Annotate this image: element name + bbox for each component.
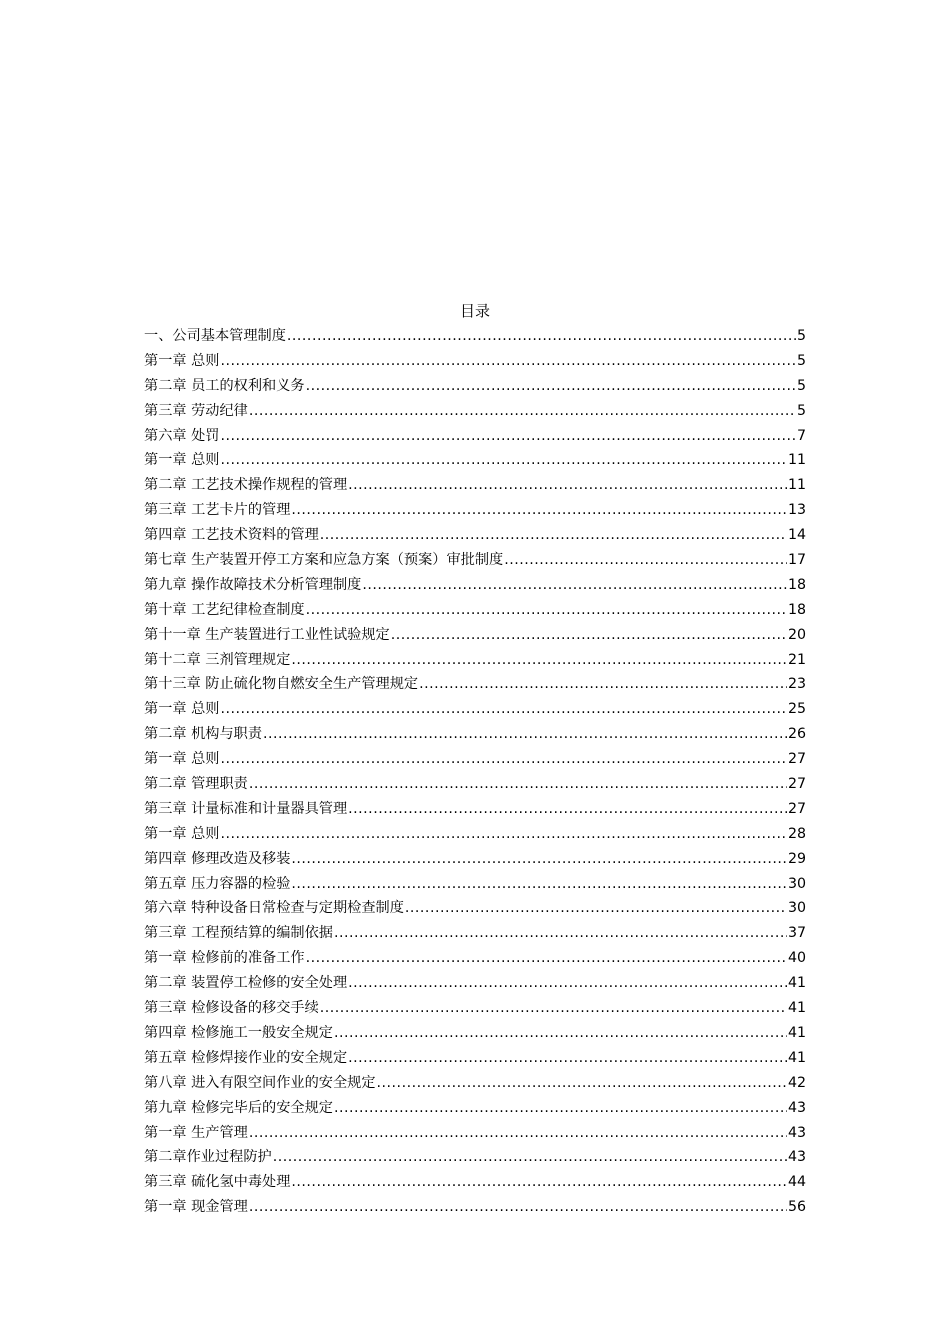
toc-entry-page-number: 23 bbox=[787, 676, 806, 693]
toc-dot-leader bbox=[220, 822, 786, 847]
toc-entry-title: 第九章 检修完毕后的安全规定 bbox=[144, 1099, 333, 1116]
toc-entry-page-number: 27 bbox=[787, 776, 806, 793]
toc-entry-title: 第六章 处罚 bbox=[144, 427, 220, 444]
toc-entry-page-number: 37 bbox=[787, 925, 806, 942]
toc-entry-title: 第十三章 防止硫化物自燃安全生产管理规定 bbox=[144, 676, 419, 693]
toc-dot-leader bbox=[362, 573, 787, 598]
toc-entry-page-number: 29 bbox=[787, 850, 806, 867]
toc-entry[interactable] bbox=[144, 623, 806, 648]
toc-entry-title: 第八章 进入有限空间作业的安全规定 bbox=[144, 1074, 376, 1091]
toc-entry-title: 第九章 操作故障技术分析管理制度 bbox=[144, 576, 362, 593]
toc-entry-page-number: 40 bbox=[787, 950, 806, 967]
toc-entry[interactable] bbox=[144, 1145, 806, 1170]
toc-dot-leader bbox=[306, 946, 787, 971]
toc-dot-leader bbox=[391, 623, 787, 648]
toc-entry-title: 第十二章 三剂管理规定 bbox=[144, 651, 291, 668]
toc-entry-page-number: 7 bbox=[796, 427, 806, 444]
toc-entry-title: 第四章 工艺技术资料的管理 bbox=[144, 527, 319, 544]
toc-entry-title: 第二章 装置停工检修的安全处理 bbox=[144, 975, 348, 992]
toc-dot-leader bbox=[306, 374, 796, 399]
toc-entry-title: 第二章 工艺技术操作规程的管理 bbox=[144, 477, 348, 494]
toc-entry-page-number: 14 bbox=[787, 527, 806, 544]
toc-entry-title: 第二章 员工的权利和义务 bbox=[144, 377, 305, 394]
toc-entry[interactable] bbox=[144, 921, 806, 946]
toc-entry-page-number: 42 bbox=[787, 1074, 806, 1091]
toc-entry[interactable] bbox=[144, 822, 806, 847]
toc-entry[interactable] bbox=[144, 971, 806, 996]
toc-entry[interactable] bbox=[144, 1046, 806, 1071]
toc-entry[interactable] bbox=[144, 573, 806, 598]
toc-entry-page-number: 5 bbox=[796, 328, 806, 344]
toc-entry-title: 第三章 工艺卡片的管理 bbox=[144, 502, 291, 519]
toc-dot-leader bbox=[334, 1096, 787, 1121]
toc-entry-page-number: 18 bbox=[787, 601, 806, 618]
toc-entry[interactable] bbox=[144, 349, 806, 374]
toc-dot-leader bbox=[320, 523, 787, 548]
toc-dot-leader bbox=[249, 399, 796, 424]
toc-entry[interactable] bbox=[144, 498, 806, 523]
toc-entry[interactable] bbox=[144, 324, 806, 349]
toc-entry-page-number: 27 bbox=[787, 751, 806, 768]
toc-dot-leader bbox=[348, 473, 787, 498]
toc-dot-leader bbox=[220, 448, 786, 473]
toc-entry-page-number: 44 bbox=[787, 1174, 806, 1191]
toc-entry[interactable] bbox=[144, 374, 806, 399]
toc-dot-leader bbox=[220, 697, 786, 722]
toc-dot-leader bbox=[287, 324, 796, 349]
toc-dot-leader bbox=[291, 648, 787, 673]
toc-entry-page-number: 5 bbox=[796, 402, 806, 419]
toc-entry-title: 第一章 现金管理 bbox=[144, 1199, 248, 1216]
toc-dot-leader bbox=[291, 872, 787, 897]
toc-dot-leader bbox=[249, 772, 787, 797]
toc-entry-title: 第三章 劳动纪律 bbox=[144, 402, 248, 419]
toc-entry-page-number: 18 bbox=[787, 576, 806, 593]
toc-entry[interactable] bbox=[144, 1021, 806, 1046]
toc-entry[interactable] bbox=[144, 424, 806, 449]
toc-entry-page-number: 11 bbox=[787, 452, 806, 469]
toc-entry-page-number: 43 bbox=[787, 1124, 806, 1141]
toc-dot-leader bbox=[273, 1145, 787, 1170]
toc-dot-leader bbox=[249, 1195, 787, 1220]
toc-entry-page-number: 27 bbox=[787, 800, 806, 817]
toc-entry-page-number: 11 bbox=[787, 477, 806, 494]
toc-entry-page-number: 5 bbox=[796, 377, 806, 394]
toc-title: 目录 bbox=[459, 302, 490, 320]
toc-entry-page-number: 21 bbox=[787, 651, 806, 668]
toc-dot-leader bbox=[263, 722, 787, 747]
toc-dot-leader bbox=[291, 498, 787, 523]
toc-entry-title: 第十章 工艺纪律检查制度 bbox=[144, 601, 305, 618]
toc-entry-page-number: 41 bbox=[787, 1000, 806, 1017]
toc-entry[interactable] bbox=[144, 1121, 806, 1146]
toc-entry[interactable] bbox=[144, 1096, 806, 1121]
toc-entry-page-number: 17 bbox=[787, 552, 806, 569]
toc-entry-page-number: 56 bbox=[787, 1199, 806, 1216]
toc-entry-title: 第三章 工程预结算的编制依据 bbox=[144, 925, 333, 942]
toc-entry-title: 第四章 修理改造及移装 bbox=[144, 850, 291, 867]
toc-entry-title: 第三章 硫化氢中毒处理 bbox=[144, 1174, 291, 1191]
toc-entry[interactable] bbox=[144, 996, 806, 1021]
toc-entry-page-number: 41 bbox=[787, 1024, 806, 1041]
toc-entry-page-number: 20 bbox=[787, 626, 806, 643]
toc-entry-title: 第五章 压力容器的检验 bbox=[144, 875, 291, 892]
toc-entry[interactable] bbox=[144, 722, 806, 747]
toc-entry-title: 第二章 机构与职责 bbox=[144, 726, 263, 743]
toc-entry[interactable] bbox=[144, 672, 806, 697]
toc-entry[interactable] bbox=[144, 872, 806, 897]
toc-entry-title: 第一章 总则 bbox=[144, 825, 220, 842]
toc-dot-leader bbox=[334, 1021, 787, 1046]
toc-entry-page-number: 43 bbox=[787, 1149, 806, 1166]
toc-dot-leader bbox=[220, 349, 796, 374]
toc-entry[interactable] bbox=[144, 1195, 806, 1220]
toc-dot-leader bbox=[348, 797, 787, 822]
toc-entry-title: 第一章 检修前的准备工作 bbox=[144, 950, 305, 967]
toc-entry-page-number: 25 bbox=[787, 701, 806, 718]
toc-entry-page-number: 41 bbox=[787, 1049, 806, 1066]
toc-entry-page-number: 13 bbox=[787, 502, 806, 519]
toc-entry-page-number: 41 bbox=[787, 975, 806, 992]
toc-entry[interactable] bbox=[144, 523, 806, 548]
toc-entry[interactable] bbox=[144, 847, 806, 872]
toc-entry-title: 第二章作业过程防护 bbox=[144, 1149, 272, 1166]
toc-entry-title: 第三章 检修设备的移交手续 bbox=[144, 1000, 319, 1017]
toc-entry-title: 一、公司基本管理制度 bbox=[144, 328, 286, 344]
toc-entry-title: 第一章 总则 bbox=[144, 352, 220, 369]
toc-entry-title: 第六章 特种设备日常检查与定期检查制度 bbox=[144, 900, 404, 917]
toc-entry-page-number: 30 bbox=[787, 875, 806, 892]
toc-dot-leader bbox=[405, 896, 787, 921]
toc-entry[interactable] bbox=[144, 399, 806, 424]
toc-dot-leader bbox=[377, 1071, 787, 1096]
toc-dot-leader bbox=[419, 672, 787, 697]
toc-entry[interactable] bbox=[144, 697, 806, 722]
toc-entry-page-number: 28 bbox=[787, 825, 806, 842]
toc-dot-leader bbox=[348, 1046, 787, 1071]
toc-entry[interactable] bbox=[144, 1071, 806, 1096]
toc-entry-title: 第一章 总则 bbox=[144, 452, 220, 469]
toc-entry[interactable] bbox=[144, 448, 806, 473]
table-of-contents bbox=[144, 300, 806, 1220]
toc-dot-leader bbox=[220, 424, 796, 449]
toc-entry-title: 第二章 管理职责 bbox=[144, 776, 248, 793]
toc-list bbox=[144, 324, 806, 1220]
toc-entry[interactable] bbox=[144, 598, 806, 623]
toc-entry[interactable] bbox=[144, 473, 806, 498]
toc-entry[interactable] bbox=[144, 946, 806, 971]
toc-entry-title: 第一章 总则 bbox=[144, 751, 220, 768]
toc-entry[interactable] bbox=[144, 648, 806, 673]
toc-dot-leader bbox=[504, 548, 787, 573]
toc-dot-leader bbox=[306, 598, 787, 623]
toc-entry-title: 第一章 总则 bbox=[144, 701, 220, 718]
toc-entry[interactable] bbox=[144, 1170, 806, 1195]
toc-entry-title: 第四章 检修施工一般安全规定 bbox=[144, 1024, 333, 1041]
toc-dot-leader bbox=[249, 1121, 787, 1146]
toc-entry[interactable] bbox=[144, 896, 806, 921]
toc-entry[interactable] bbox=[144, 747, 806, 772]
toc-dot-leader bbox=[220, 747, 786, 772]
toc-entry-page-number: 26 bbox=[787, 726, 806, 743]
toc-entry-title: 第十一章 生产装置进行工业性试验规定 bbox=[144, 626, 390, 643]
toc-entry-page-number: 43 bbox=[787, 1099, 806, 1116]
toc-entry[interactable] bbox=[144, 548, 806, 573]
toc-dot-leader bbox=[334, 921, 787, 946]
toc-dot-leader bbox=[320, 996, 787, 1021]
toc-entry-title: 第一章 生产管理 bbox=[144, 1124, 248, 1141]
toc-dot-leader bbox=[291, 847, 787, 872]
toc-dot-leader bbox=[348, 971, 787, 996]
toc-entry-title: 第七章 生产装置开停工方案和应急方案（预案）审批制度 bbox=[144, 552, 504, 569]
toc-entry-title: 第三章 计量标准和计量器具管理 bbox=[144, 800, 348, 817]
toc-entry[interactable] bbox=[144, 797, 806, 822]
toc-entry[interactable] bbox=[144, 772, 806, 797]
toc-entry-page-number: 30 bbox=[787, 900, 806, 917]
toc-entry-page-number: 5 bbox=[796, 352, 806, 369]
toc-dot-leader bbox=[291, 1170, 787, 1195]
toc-entry-title: 第五章 检修焊接作业的安全规定 bbox=[144, 1049, 348, 1066]
